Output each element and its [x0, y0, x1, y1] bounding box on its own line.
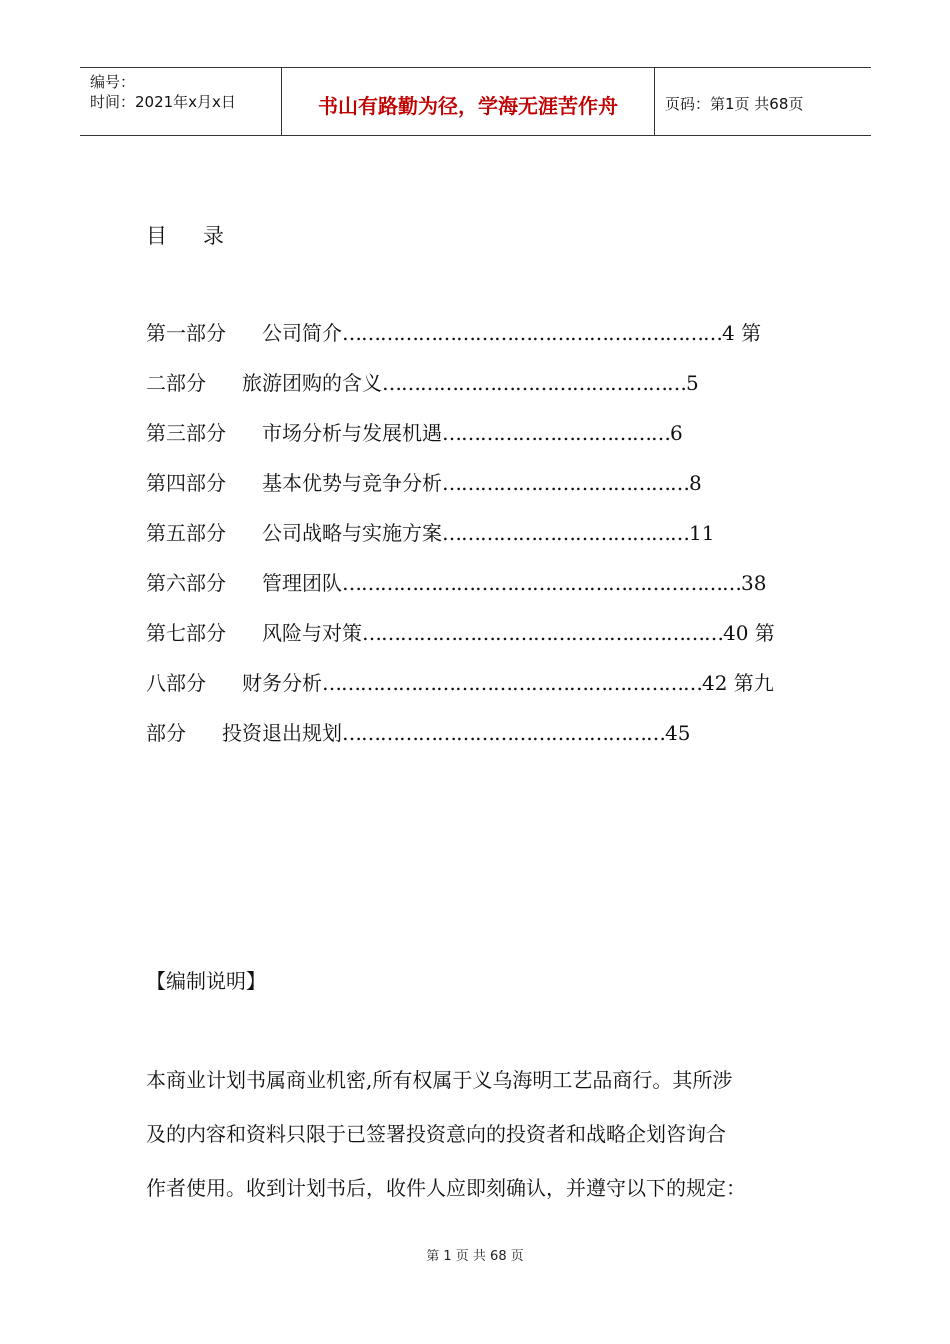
toc-heading: 基本优势与竞争分析: [262, 471, 442, 495]
toc-page: 11: [689, 521, 715, 545]
toc-part: 第六部分: [146, 571, 226, 595]
body-paragraph: [146, 1062, 816, 1224]
toc-title-second: 录: [203, 224, 224, 248]
table-of-contents: [146, 315, 816, 765]
toc-title: [146, 220, 224, 250]
toc-leader: …………………………………………………: [362, 621, 723, 645]
toc-part: 第三部分: [146, 421, 226, 445]
toc-part: 第七部分: [146, 621, 226, 645]
toc-leader: ………………………………: [442, 421, 670, 445]
toc-page: 40 第: [723, 621, 775, 645]
toc-heading: 市场分析与发展机遇: [262, 421, 442, 445]
toc-heading: 财务分析: [242, 671, 322, 695]
toc-heading: 公司战略与实施方案: [262, 521, 442, 545]
header-meta: [80, 68, 282, 135]
toc-leader: ………………………………………………………: [342, 571, 741, 595]
toc-page: 45: [665, 721, 691, 745]
toc-part: 第一部分: [146, 321, 226, 345]
document-header: [80, 67, 871, 136]
toc-part: 部分: [146, 721, 186, 745]
toc-heading: 风险与对策: [262, 621, 362, 645]
toc-line: [146, 365, 816, 415]
toc-page: 5: [686, 371, 699, 395]
toc-line: [146, 315, 816, 365]
toc-leader: …………………………………………: [382, 371, 686, 395]
toc-line: [146, 515, 816, 565]
header-motto: 书山有路勤为径，学海无涯苦作舟: [282, 68, 655, 135]
toc-heading: 投资退出规划: [222, 721, 342, 745]
toc-part: 第五部分: [146, 521, 226, 545]
toc-line: [146, 665, 816, 715]
toc-leader: ……………………………………………………: [322, 671, 702, 695]
toc-leader: ……………………………………………………: [342, 321, 722, 345]
toc-page: 42 第九: [702, 671, 774, 695]
section-heading: 【编制说明】: [146, 969, 266, 993]
toc-heading: 公司简介: [262, 321, 342, 345]
toc-page: 38: [741, 571, 767, 595]
toc-line: [146, 465, 816, 515]
toc-leader: ……………………………………………: [342, 721, 665, 745]
toc-title-first: 目: [146, 224, 167, 248]
toc-leader: …………………………………: [442, 471, 689, 495]
toc-page: 6: [670, 421, 683, 445]
body-line: 作者使用。收到计划书后，收件人应即刻确认，并遵守以下的规定：: [146, 1176, 746, 1200]
toc-part: 二部分: [146, 371, 206, 395]
header-page-info: 页码：第1页 共68页: [665, 95, 804, 113]
toc-heading: 管理团队: [262, 571, 342, 595]
date-label: 时间：2021年x月x日: [90, 93, 236, 111]
toc-line: [146, 615, 816, 665]
toc-page: 4 第: [722, 321, 762, 345]
toc-line: [146, 715, 816, 765]
toc-part: 第四部分: [146, 471, 226, 495]
body-line: 及的内容和资料只限于已签署投资意向的投资者和战略企划咨询合: [146, 1122, 726, 1146]
toc-heading: 旅游团购的含义: [242, 371, 382, 395]
number-label: 编号：: [90, 73, 136, 91]
toc-part: 八部分: [146, 671, 206, 695]
toc-line: [146, 415, 816, 465]
toc-page: 8: [689, 471, 702, 495]
body-line: 本商业计划书属商业机密,所有权属于义乌海明工艺品商行。其所涉: [146, 1068, 733, 1092]
page-footer: 第 1 页 共 68 页: [426, 1249, 524, 1264]
toc-line: [146, 565, 816, 615]
toc-leader: …………………………………: [442, 521, 689, 545]
